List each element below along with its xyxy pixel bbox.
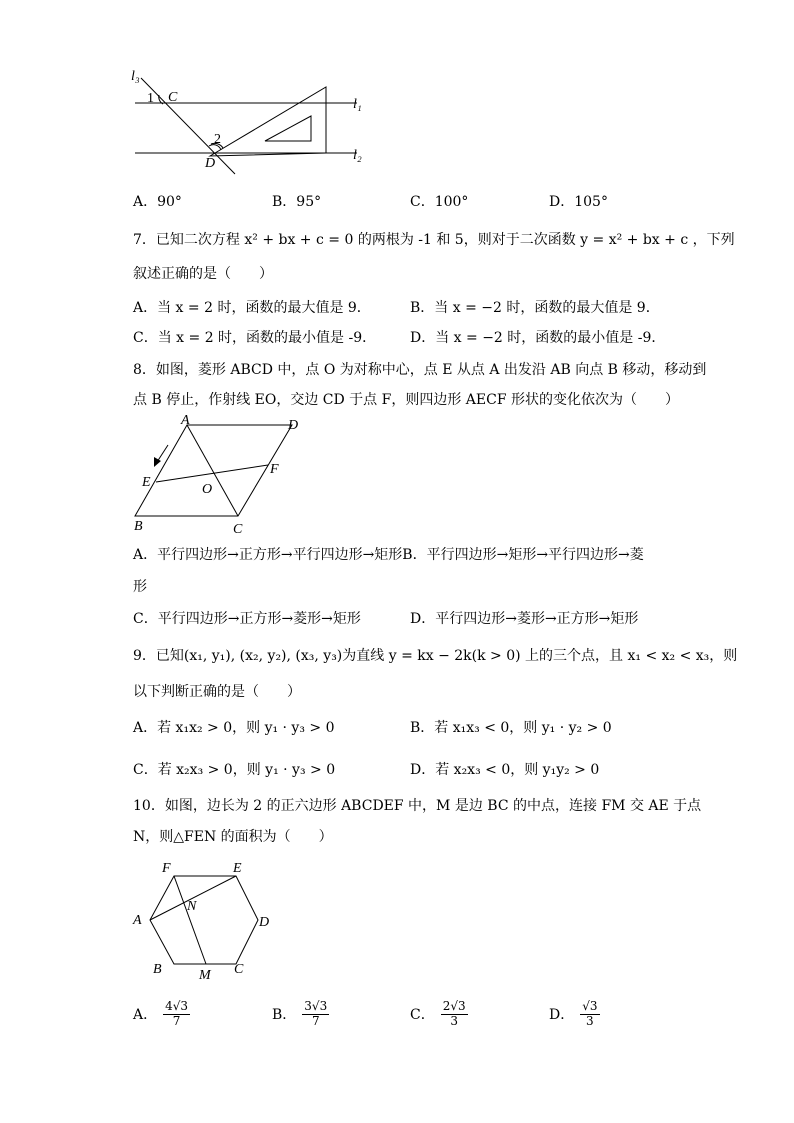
label-angle-1: 1	[147, 91, 154, 106]
label-f: F	[270, 462, 279, 477]
label-b: B	[153, 962, 162, 977]
q10-option-c[interactable]	[410, 1000, 468, 1029]
q10-stem-line2: N，则△FEN 的面积为（ ）	[133, 829, 333, 845]
q7-stem-line2: 叙述正确的是（ ）	[133, 266, 273, 282]
label-l1: l₁	[353, 97, 362, 112]
q8-stem-line2: 点 B 停止，作射线 EO，交边 CD 于点 F，则四边形 AECF 形状的变化依次为（ ）	[133, 392, 679, 408]
fraction-numerator: √3	[582, 999, 598, 1013]
label-l2: l₂	[353, 148, 362, 163]
label-m: M	[199, 968, 211, 983]
q7-option-a[interactable]: A．当 x = 2 时，函数的最大值是 9．	[133, 300, 371, 316]
option-fraction	[163, 1000, 190, 1029]
fraction-numerator: 2√3	[442, 999, 466, 1013]
q8-option-c[interactable]: C．平行四边形→正方形→菱形→矩形	[133, 611, 361, 627]
q10-option-a[interactable]	[133, 1000, 190, 1029]
parallel-lines-figure	[125, 66, 385, 181]
hexagon-figure	[130, 856, 280, 988]
q8-options-ab-wrap: 形	[133, 579, 147, 595]
q9-stem-line1: 9．已知(x₁, y₁), (x₂, y₂), (x₃, y₃)为直线 y = kx − 2k(k > 0) 上的三个点，且 x₁ < x₂ < x₃，则	[133, 648, 738, 664]
label-d: D	[288, 418, 299, 433]
q6-option-d[interactable]: D．105°	[549, 194, 608, 210]
q7-option-d[interactable]: D．当 x = −2 时，函数的最小值是 -9．	[410, 330, 666, 346]
q9-option-c[interactable]: C．若 x₂x₃ > 0，则 y₁ · y₃ > 0	[133, 762, 336, 778]
option-letter: D．	[549, 1007, 575, 1024]
q6-option-a[interactable]: A．90°	[133, 194, 182, 210]
label-point-c: C	[168, 90, 178, 105]
option-letter: C．	[410, 1007, 435, 1024]
label-l3: l₃	[131, 69, 140, 84]
q9-option-d[interactable]: D．若 x₂x₃ < 0，则 y₁y₂ > 0	[410, 762, 600, 778]
option-fraction	[580, 1000, 599, 1029]
label-o: O	[202, 482, 213, 497]
q9-stem-line2: 以下判断正确的是（ ）	[133, 684, 301, 700]
label-b: B	[134, 519, 143, 534]
q7-option-c[interactable]: C．当 x = 2 时，函数的最小值是 -9．	[133, 330, 377, 346]
option-fraction	[441, 1000, 468, 1029]
label-a: A	[181, 413, 190, 428]
q6-option-b[interactable]: B．95°	[272, 194, 322, 210]
q8-options-ab[interactable]: A．平行四边形→正方形→平行四边形→矩形B．平行四边形→矩形→平行四边形→菱	[133, 547, 644, 563]
label-point-d: D	[205, 156, 216, 171]
q9-option-b[interactable]: B．若 x₁x₃ < 0，则 y₁ · y₂ > 0	[410, 720, 612, 736]
label-f: F	[162, 861, 171, 876]
fraction-denominator: 3	[586, 1013, 594, 1028]
label-e: E	[233, 861, 242, 876]
label-c: C	[233, 522, 243, 537]
rhombus-figure	[130, 413, 310, 538]
q7-option-b[interactable]: B．当 x = −2 时，函数的最大值是 9．	[410, 300, 660, 316]
option-letter: B．	[272, 1007, 297, 1024]
q9-option-a[interactable]: A．若 x₁x₂ > 0，则 y₁ · y₃ > 0	[133, 720, 335, 736]
fraction-numerator: 4√3	[165, 999, 189, 1013]
option-fraction	[302, 1000, 329, 1029]
q10-option-b[interactable]	[272, 1000, 329, 1029]
fraction-denominator: 7	[172, 1013, 181, 1028]
q6-option-c[interactable]: C．100°	[410, 194, 469, 210]
q10-stem-line1: 10．如图，边长为 2 的正六边形 ABCDEF 中，M 是边 BC 的中点，连接 FM 交 AE 于点	[133, 798, 702, 814]
q8-option-d[interactable]: D．平行四边形→菱形→正方形→矩形	[410, 611, 639, 627]
label-n: N	[187, 899, 197, 914]
label-c: C	[234, 962, 244, 977]
q7-stem-line1: 7．已知二次方程 x² + bx + c = 0 的两根为 -1 和 5，则对于二次函数 y = x² + bx + c ，下列	[133, 232, 735, 248]
label-angle-2: 2	[214, 132, 221, 147]
label-e: E	[142, 475, 151, 490]
fraction-denominator: 7	[311, 1013, 320, 1028]
option-letter: A．	[133, 1007, 158, 1024]
label-d: D	[259, 915, 270, 930]
q10-option-d[interactable]	[549, 1000, 600, 1029]
fraction-denominator: 3	[450, 1013, 458, 1028]
q8-stem-line1: 8．如图，菱形 ABCD 中，点 O 为对称中心，点 E 从点 A 出发沿 AB 向点 B 移动，移动到	[133, 362, 707, 378]
fraction-numerator: 3√3	[304, 999, 328, 1013]
label-a: A	[133, 913, 142, 928]
